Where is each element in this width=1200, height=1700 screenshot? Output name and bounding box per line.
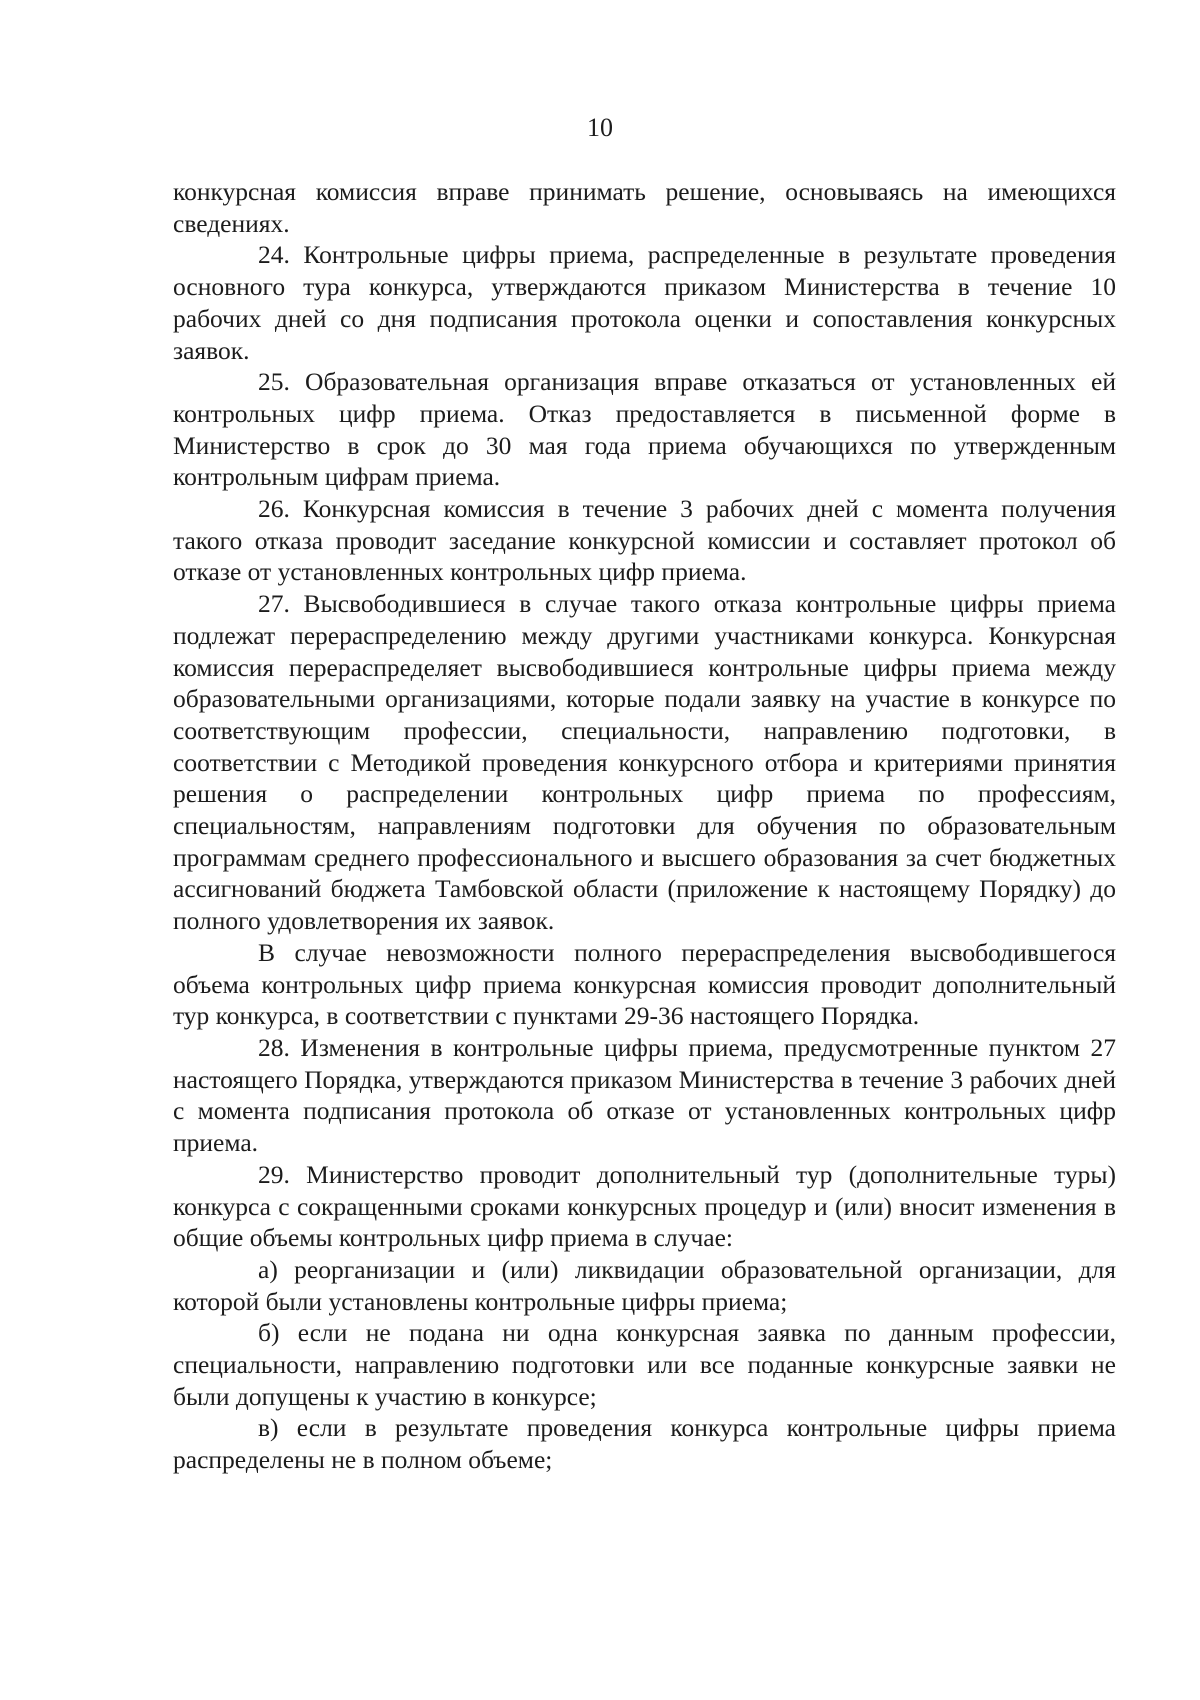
paragraph-27-addendum: В случае невозможности полного перераспределения высвободившегося объема контрольных цифр приема конкурсная комиссия проводит дополнительный тур конкурса, в соответствии с пунктами 29-36 настоящего Порядка. bbox=[173, 937, 1116, 1031]
paragraph-29: 29. Министерство проводит дополнительный тур (дополнительные туры) конкурса с сокращенными сроками конкурсных процедур и (или) вносит изменения в общие объемы контрольных цифр приема в случае: bbox=[173, 1159, 1116, 1253]
list-item-b: б) если не подана ни одна конкурсная заявка по данным профессии, специальности, направлению подготовки или все поданные конкурсные заявки не были допущены к участию в конкурсе; bbox=[173, 1318, 1116, 1411]
paragraph-27: 27. Высвободившиеся в случае такого отказа контрольные цифры приема подлежат перераспределению между другими участниками конкурса. Конкурсная комиссия перераспределяет высвободившиеся контрольные цифры приема между образовательными организациями, которые подали заявку на участие в конкурсе по соответствующим профессии, специальности, направлению подготовки, в соответствии с Методикой проведения конкурсного отбора и критериями принятия решения о распределении контрольных цифр приема по профессиям, специальностям, направлениям подготовки для обучения по образовательным программам среднего профессионального и высшего образования за счет бюджетных ассигнований бюджета Тамбовской области (приложение к настоящему Порядку) до полного удовлетворения их заявок. bbox=[173, 589, 1116, 936]
document-body bbox=[173, 176, 1116, 1476]
paragraph-24: 24. Контрольные цифры приема, распределенные в результате проведения основного тура конкурса, утверждаются приказом Министерства в течение 10 рабочих дней со дня подписания протокола оценки и сопоставления конкурсных заявок. bbox=[173, 240, 1116, 365]
list-item-a: а) реорганизации и (или) ликвидации образовательной организации, для которой были установлены контрольные цифры приема; bbox=[173, 1254, 1116, 1316]
list-item-v: в) если в результате проведения конкурса контрольные цифры приема распределены не в полном объеме; bbox=[173, 1413, 1116, 1475]
paragraph-26: 26. Конкурсная комиссия в течение 3 рабочих дней с момента получения такого отказа проводит заседание конкурсной комиссии и составляет протокол об отказе от установленных контрольных цифр приема. bbox=[173, 494, 1116, 587]
paragraph-continuation: конкурсная комиссия вправе принимать решение, основываясь на имеющихся сведениях. bbox=[173, 177, 1116, 238]
paragraph-28: 28. Изменения в контрольные цифры приема, предусмотренные пунктом 27 настоящего Порядка, утверждаются приказом Министерства в течение 3 рабочих дней с момента подписания протокола об отказе от установленных контрольных цифр приема. bbox=[173, 1032, 1116, 1158]
paragraph-25: 25. Образовательная организация вправе отказаться от установленных ей контрольных цифр приема. Отказ предоставляется в письменной форме в Министерство в срок до 30 мая года приема обучающихся по утвержденным контрольным цифрам приема. bbox=[173, 367, 1116, 492]
page-number: 10 bbox=[587, 113, 613, 142]
